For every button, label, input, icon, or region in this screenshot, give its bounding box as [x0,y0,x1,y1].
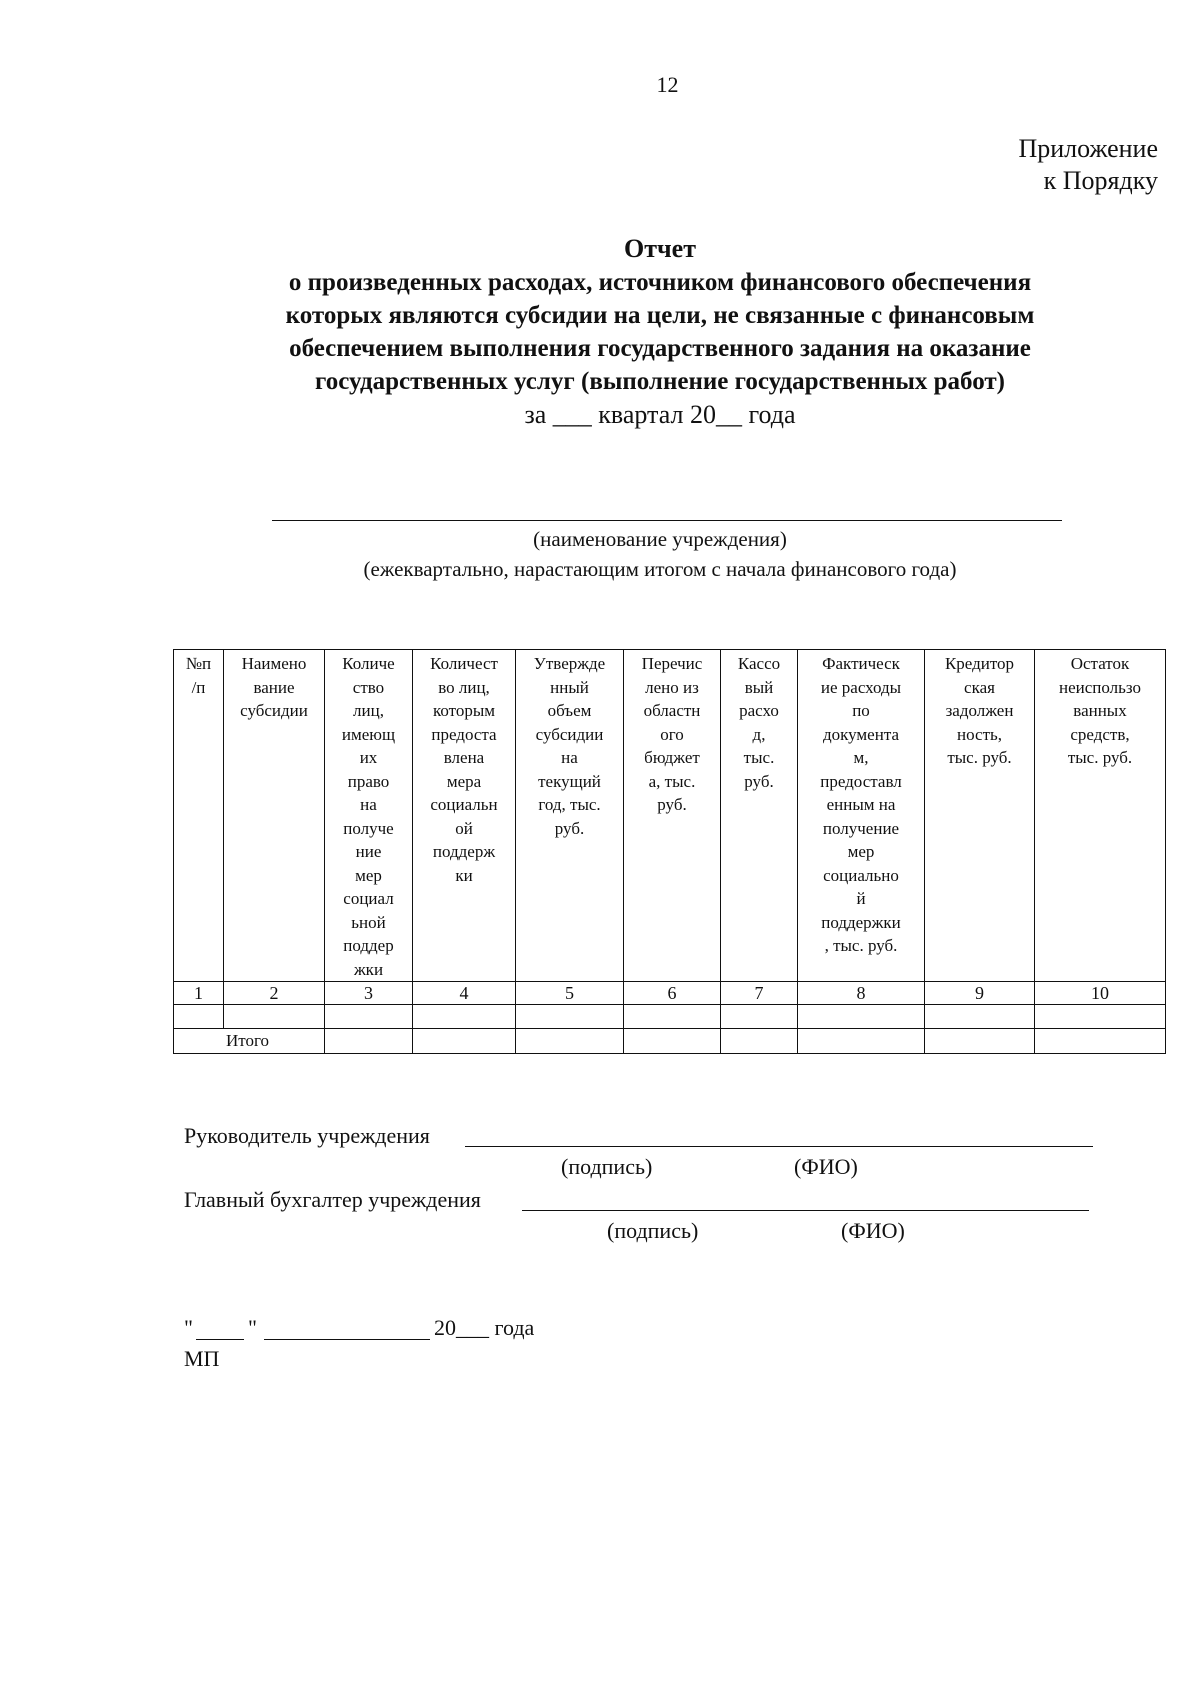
table-header-row [174,650,1166,982]
total-label: Итого [174,1029,325,1054]
table-cell [413,1029,516,1054]
header-cell-cash-expense [721,650,798,982]
institution-name-line [272,520,1062,521]
table-cell [413,1005,516,1029]
header-cell-unused-balance [1035,650,1166,982]
table-cell [174,1005,224,1029]
column-number: 2 [224,982,325,1005]
head-signature-line [465,1146,1093,1147]
report-subtitle-line-1: о произведенных расходах, источником финансового обеспечения [288,269,1032,296]
table-cell [721,1005,798,1029]
report-heading [180,232,1140,432]
institution-note: (ежеквартально, нарастающим итогом с начала финансового года) [363,557,957,581]
report-period: за ___ квартал 20__ года [524,400,796,429]
header-text-approved-volume: Утвержде нный объем субсидии на текущий год, тыс. руб. [533,654,606,838]
report-subtitle-line-4: государственных услуг (выполнение государственных работ) [315,368,1005,395]
page-number: 12 [656,72,679,97]
column-number: 4 [413,982,516,1005]
column-number: 10 [1035,982,1166,1005]
column-number: 3 [325,982,413,1005]
date-close-quote: " [248,1315,257,1340]
header-cell-accounts-payable [925,650,1035,982]
column-number-row [174,982,1166,1005]
column-number: 5 [516,982,624,1005]
date-open-quote: " [184,1315,193,1340]
table-cell [1035,1005,1166,1029]
report-table [173,649,1166,1054]
table-cell [798,1005,925,1029]
header-cell-eligible-persons [325,650,413,982]
report-subtitle-line-2: которых являются субсидии на цели, не связанные с финансовым [285,302,1035,329]
column-number: 1 [174,982,224,1005]
table-cell [1035,1029,1166,1054]
accountant-signature-line [522,1210,1089,1211]
appendix-line-2: к Порядку [1043,166,1158,195]
header-cell-index [174,650,224,982]
header-text-eligible-persons: Количе ство лиц, имеющ их право на получе ние мер социал ьной поддер жки [341,654,396,979]
date-day-line [196,1339,244,1340]
column-number: 7 [721,982,798,1005]
table-cell [325,1005,413,1029]
table-cell [925,1029,1035,1054]
header-text-transferred: Перечис лено из областн ого бюджет а, тыс. руб. [641,654,703,814]
header-cell-subsidy-name [224,650,325,982]
table-cell [721,1029,798,1054]
appendix-note [1018,133,1158,197]
table-cell [798,1029,925,1054]
head-signature-label: Руководитель учреждения [184,1123,430,1148]
report-title: Отчет [624,234,696,263]
table-cell [516,1029,624,1054]
header-cell-transferred [624,650,721,982]
date-month-line [264,1339,430,1340]
head-name-caption: (ФИО) [794,1154,858,1179]
column-number: 9 [925,982,1035,1005]
table-cell [516,1005,624,1029]
table-cell [325,1029,413,1054]
institution-caption-block [180,524,1140,584]
table-total-row [174,1029,1166,1054]
header-text-cash-expense: Кассо вый расхо д, тыс. руб. [737,654,781,791]
accountant-sign-caption: (подпись) [607,1218,699,1243]
date-year-text: 20___ года [434,1315,535,1340]
appendix-line-1: Приложение [1018,134,1158,163]
table-cell [624,1005,721,1029]
header-text-unused-balance: Остаток неиспользо ванных средств, тыс. руб. [1058,654,1141,767]
head-sign-caption: (подпись) [561,1154,653,1179]
institution-caption: (наименование учреждения) [533,527,787,551]
table-cell [925,1005,1035,1029]
table-data-row [174,1005,1166,1029]
report-subtitle-line-3: обеспечением выполнения государственного задания на оказание [289,335,1031,362]
table-cell [224,1005,325,1029]
table-cell [624,1029,721,1054]
header-text-actual-expenses: Фактическ ие расходы по документа м, предоставл енным на получение мер социально й поддержки , тыс. руб. [820,654,902,955]
accountant-signature-label: Главный бухгалтер учреждения [184,1187,481,1212]
column-number: 6 [624,982,721,1005]
accountant-name-caption: (ФИО) [841,1218,905,1243]
header-text-subsidy-name: Наимено вание субсидии [240,654,308,720]
column-number: 8 [798,982,925,1005]
header-cell-actual-expenses [798,650,925,982]
stamp-label: МП [184,1346,220,1371]
header-text-index: №п /п [185,654,212,697]
header-text-accounts-payable: Кредитор ская задолжен ность, тыс. руб. [944,654,1015,767]
header-cell-supported-persons [413,650,516,982]
header-cell-approved-volume [516,650,624,982]
header-text-supported-persons: Количест во лиц, которым предоста влена мера социальн ой поддерж ки [430,654,498,885]
